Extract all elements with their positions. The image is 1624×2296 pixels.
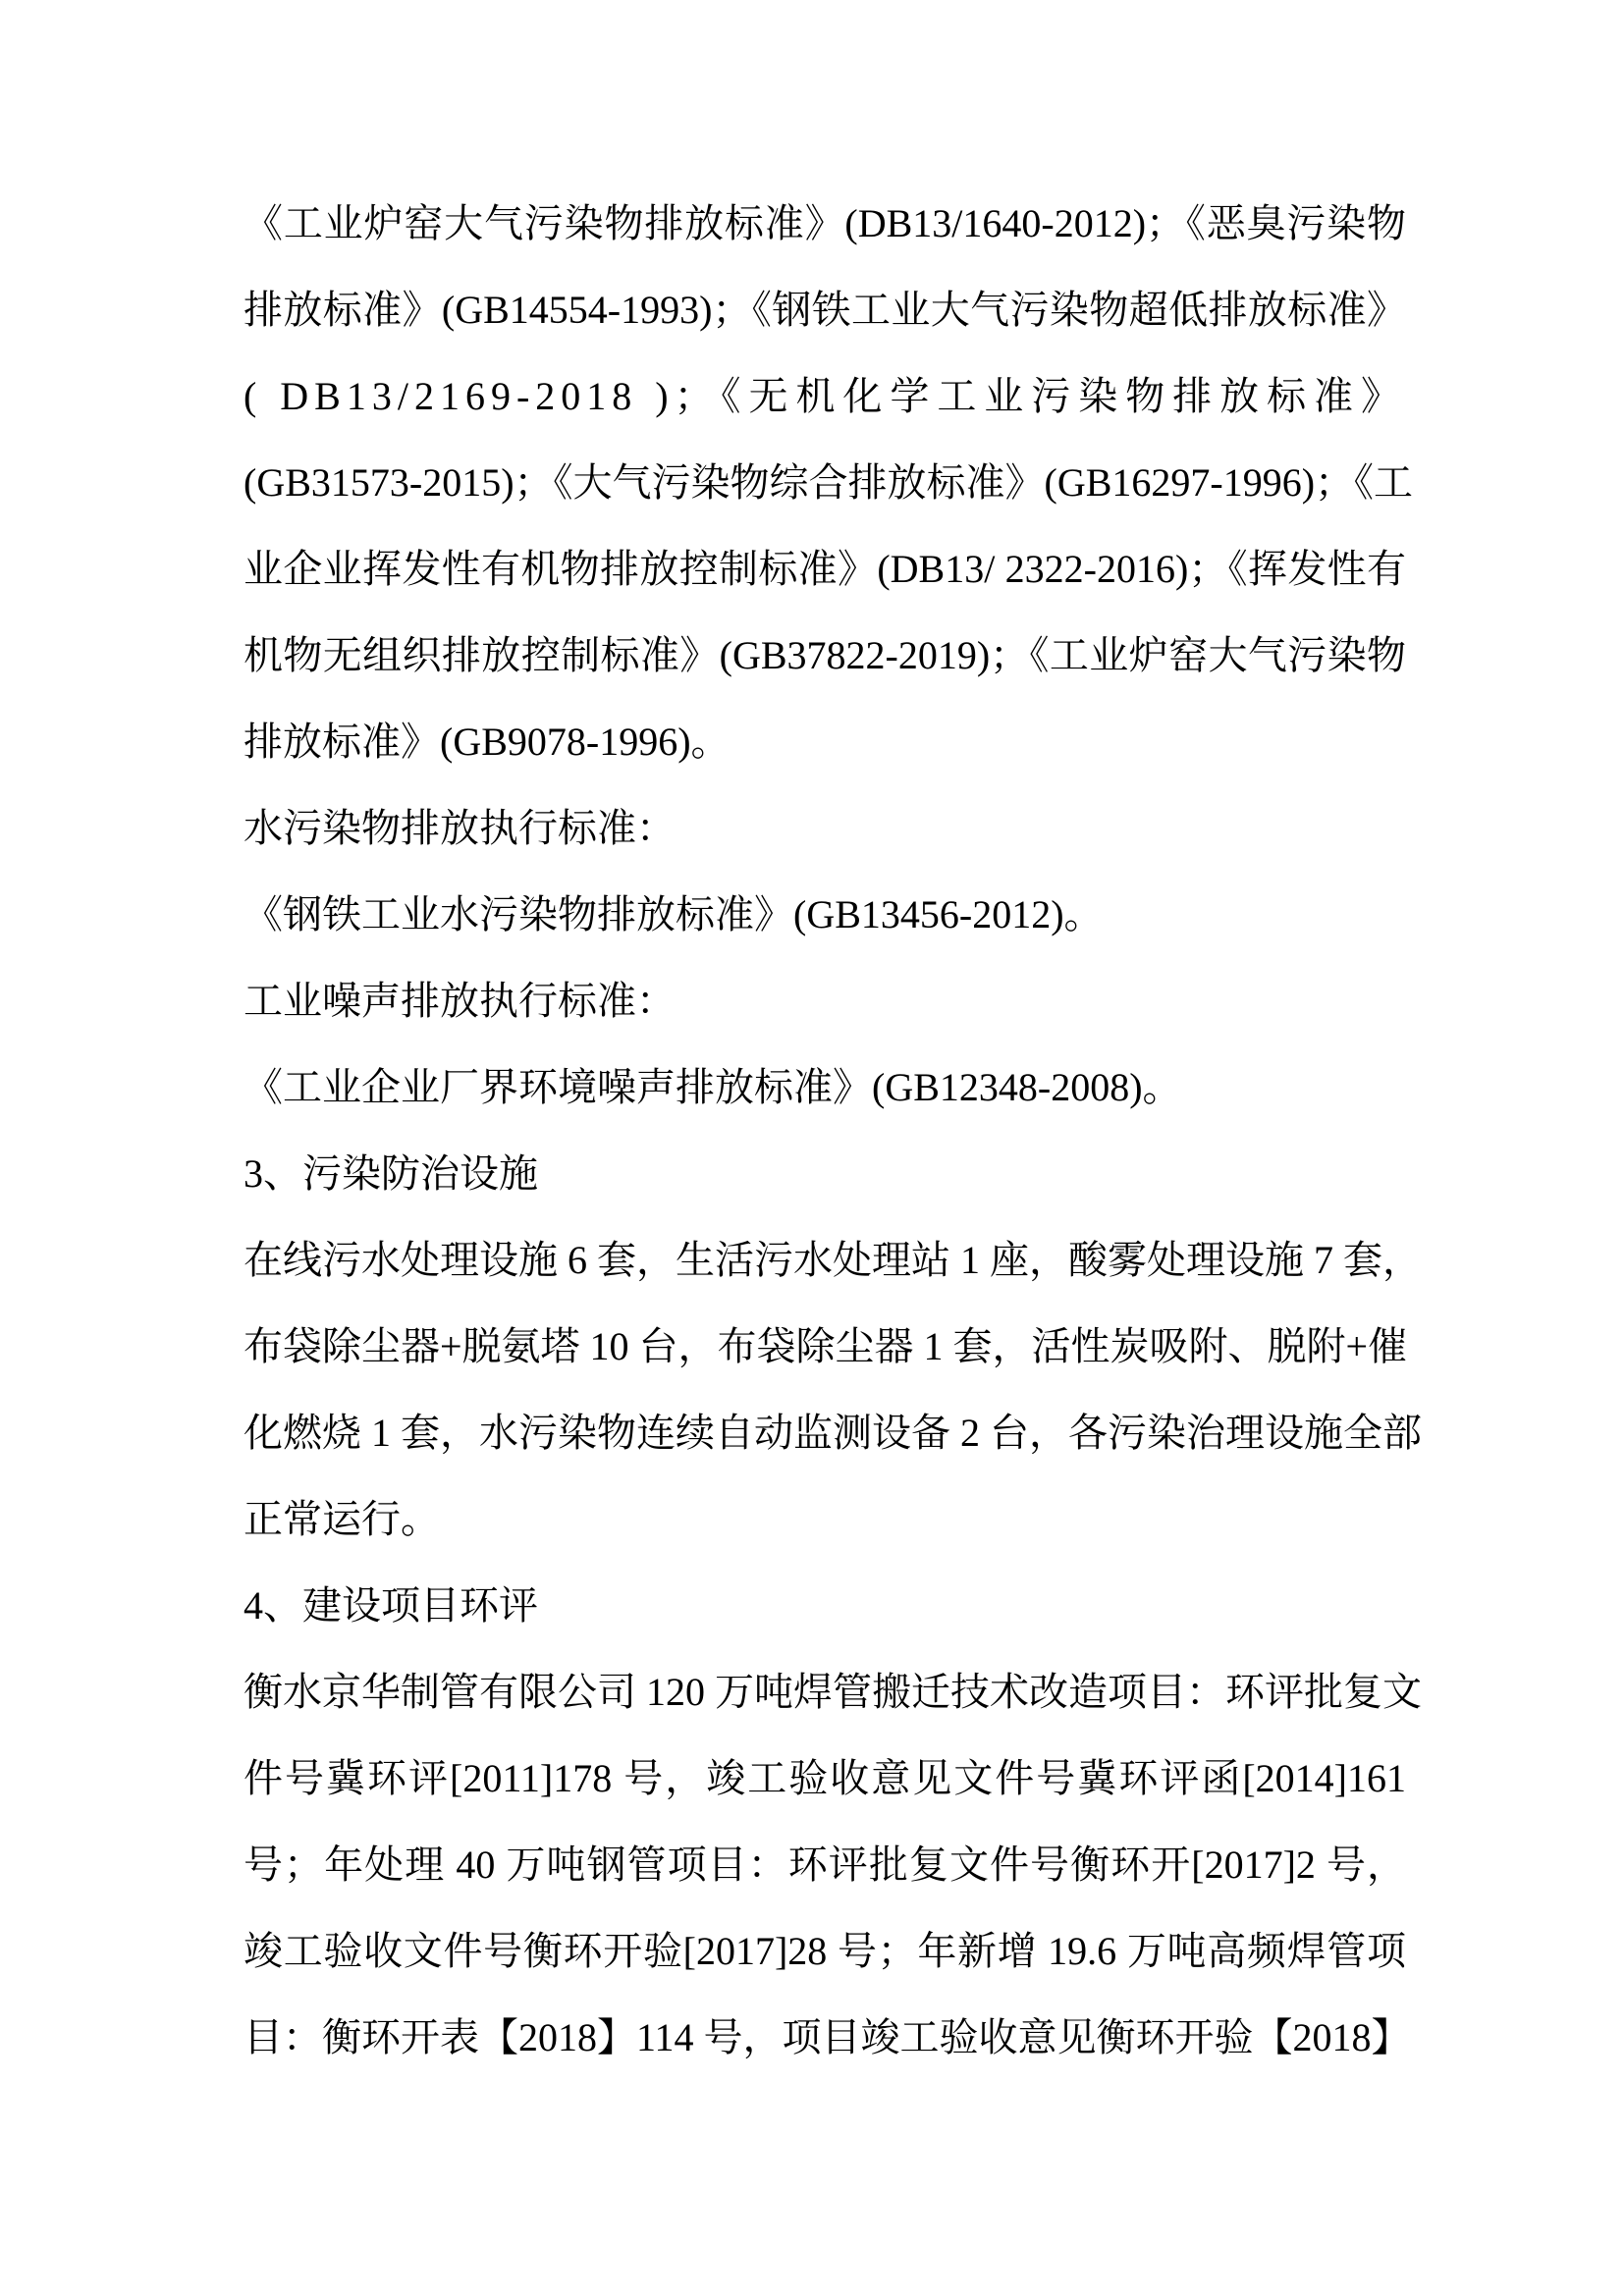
text-line-14: 布袋除尘器+脱氨塔 10 台，布袋除尘器 1 套，活性炭吸附、脱附+催 xyxy=(244,1324,1408,1368)
text-line-2: 排放标准》(GB14554-1993)；《钢铁工业大气污染物超低排放标准》 xyxy=(244,288,1406,332)
text-line-9: 《钢铁工业水污染物排放标准》(GB13456-2012)。 xyxy=(244,892,1104,936)
text-line-12: 3、污染防治设施 xyxy=(244,1151,538,1196)
text-line-6: 机物无组织排放控制标准》(GB37822-2019)；《工业炉窑大气污染物 xyxy=(244,633,1406,677)
text-line-17: 4、建设项目环评 xyxy=(244,1583,538,1628)
text-line-13: 在线污水处理设施 6 套，生活污水处理站 1 座，酸雾处理设施 7 套， xyxy=(244,1238,1422,1282)
text-line-20: 号；年处理 40 万吨钢管项目：环评批复文件号衡环开[2017]2 号， xyxy=(244,1842,1406,1887)
text-line-7: 排放标准》(GB9078-1996)。 xyxy=(244,720,731,764)
text-line-5: 业企业挥发性有机物排放控制标准》(DB13/ 2322-2016)；《挥发性有 xyxy=(244,547,1406,591)
text-line-1: 《工业炉窑大气污染物排放标准》(DB13/1640-2012)；《恶臭污染物 xyxy=(244,201,1406,245)
text-line-18: 衡水京华制管有限公司 120 万吨焊管搬迁技术改造项目：环评批复文 xyxy=(244,1670,1422,1714)
text-line-21: 竣工验收文件号衡环开验[2017]28 号；年新增 19.6 万吨高频焊管项 xyxy=(244,1929,1406,1973)
text-line-19: 件号冀环评[2011]178 号，竣工验收意见文件号冀环评函[2014]161 xyxy=(244,1756,1406,1800)
text-line-22: 目：衡环开表【2018】114 号，项目竣工验收意见衡环开验【2018】 xyxy=(244,2015,1411,2059)
text-block xyxy=(244,181,1422,2081)
text-line-4: (GB31573-2015)；《大气污染物综合排放标准》(GB16297-1996)；《工 xyxy=(244,460,1414,505)
text-line-10: 工业噪声排放执行标准： xyxy=(244,979,676,1023)
text-line-15: 化燃烧 1 套，水污染物连续自动监测设备 2 台，各污染治理设施全部 xyxy=(244,1411,1422,1455)
text-line-11: 《工业企业厂界环境噪声排放标准》(GB12348-2008)。 xyxy=(244,1065,1182,1109)
text-line-8: 水污染物排放执行标准： xyxy=(244,806,676,850)
text-line-3: ( DB13/2169-2018 )；《无机化学工业污染物排放标准》 xyxy=(244,374,1406,418)
text-line-16: 正常运行。 xyxy=(244,1497,440,1541)
